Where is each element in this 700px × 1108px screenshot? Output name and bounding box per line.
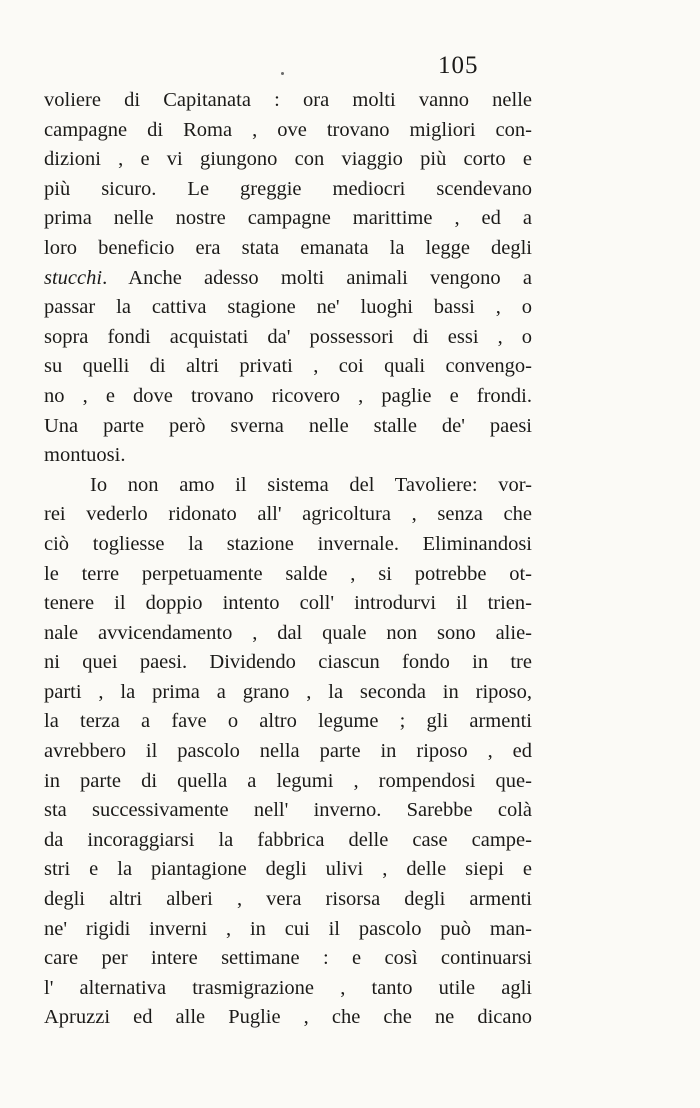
text-line: parti , la prima a grano , la seconda in riposo, [44, 680, 532, 703]
text-line: da incoraggiarsi la fabbrica delle case campe- [44, 828, 532, 851]
text-line: nale avvicendamento , dal quale non sono alie- [44, 621, 532, 644]
text-line: più sicuro. Le greggie mediocri scendevano [44, 177, 532, 200]
text-line: la terza a fave o altro legume ; gli armenti [44, 710, 532, 733]
text-line: loro beneficio era stata emanata la legge degli [44, 236, 532, 259]
text-line: Io non amo il sistema del Tavoliere: vor- [90, 473, 532, 496]
text-line: degli altri alberi , vera risorsa degli armenti [44, 888, 532, 911]
text-line: avrebbero il pascolo nella parte in riposo , ed [44, 740, 532, 763]
text-line: passar la cattiva stagione ne' luoghi bassi , o [44, 296, 532, 319]
text-line: ni quei paesi. Dividendo ciascun fondo in tre [44, 651, 532, 674]
text-line: Una parte però sverna nelle stalle de' paesi [44, 414, 532, 437]
text-line: montuosi. [44, 444, 126, 467]
text-line-with-italic: stucchi. Anche adesso molti animali vengono a [44, 266, 532, 289]
text-line: Apruzzi ed alle Puglie , che che ne dicano [44, 1006, 532, 1029]
page-number: 105 [438, 52, 479, 79]
text-line: ne' rigidi inverni , in cui il pascolo può man- [44, 917, 532, 940]
text-line: stri e la piantagione degli ulivi , delle siepi e [44, 858, 532, 881]
text-line: no , e dove trovano ricovero , paglie e frondi. [44, 384, 532, 407]
text-line: dizioni , e vi giungono con viaggio più corto e [44, 148, 532, 171]
paragraph-1 [44, 86, 532, 471]
text-line: rei vederlo ridonato all' agricoltura , senza che [44, 503, 532, 526]
text-line: prima nelle nostre campagne marittime , ed a [44, 207, 532, 230]
text-line: sopra fondi acquistati da' possessori di essi , o [44, 325, 532, 348]
text-line: le terre perpetuamente salde , si potrebbe ot- [44, 562, 532, 585]
text-line: sta successivamente nell' inverno. Sarebbe colà [44, 799, 532, 822]
text-line: in parte di quella a legumi , rompendosi que- [44, 769, 532, 792]
italic-term: stucchi [44, 266, 103, 289]
text-line: su quelli di altri privati , coi quali convengo- [44, 355, 532, 378]
paragraph-2 [44, 471, 532, 1033]
text-line: l' alternativa trasmigrazione , tanto utile agli [44, 976, 532, 999]
text-line: care per intere settimane : e così continuarsi [44, 947, 532, 970]
body-text [44, 86, 532, 1033]
ink-speck [281, 72, 284, 75]
text-line: voliere di Capitanata : ora molti vanno nelle [44, 89, 532, 111]
text-line: ciò togliesse la stazione invernale. Eliminandosi [44, 532, 532, 555]
text-line: tenere il doppio intento coll' introdurvi il trien- [44, 592, 532, 615]
text-line: campagne di Roma , ove trovano migliori con- [44, 118, 532, 141]
